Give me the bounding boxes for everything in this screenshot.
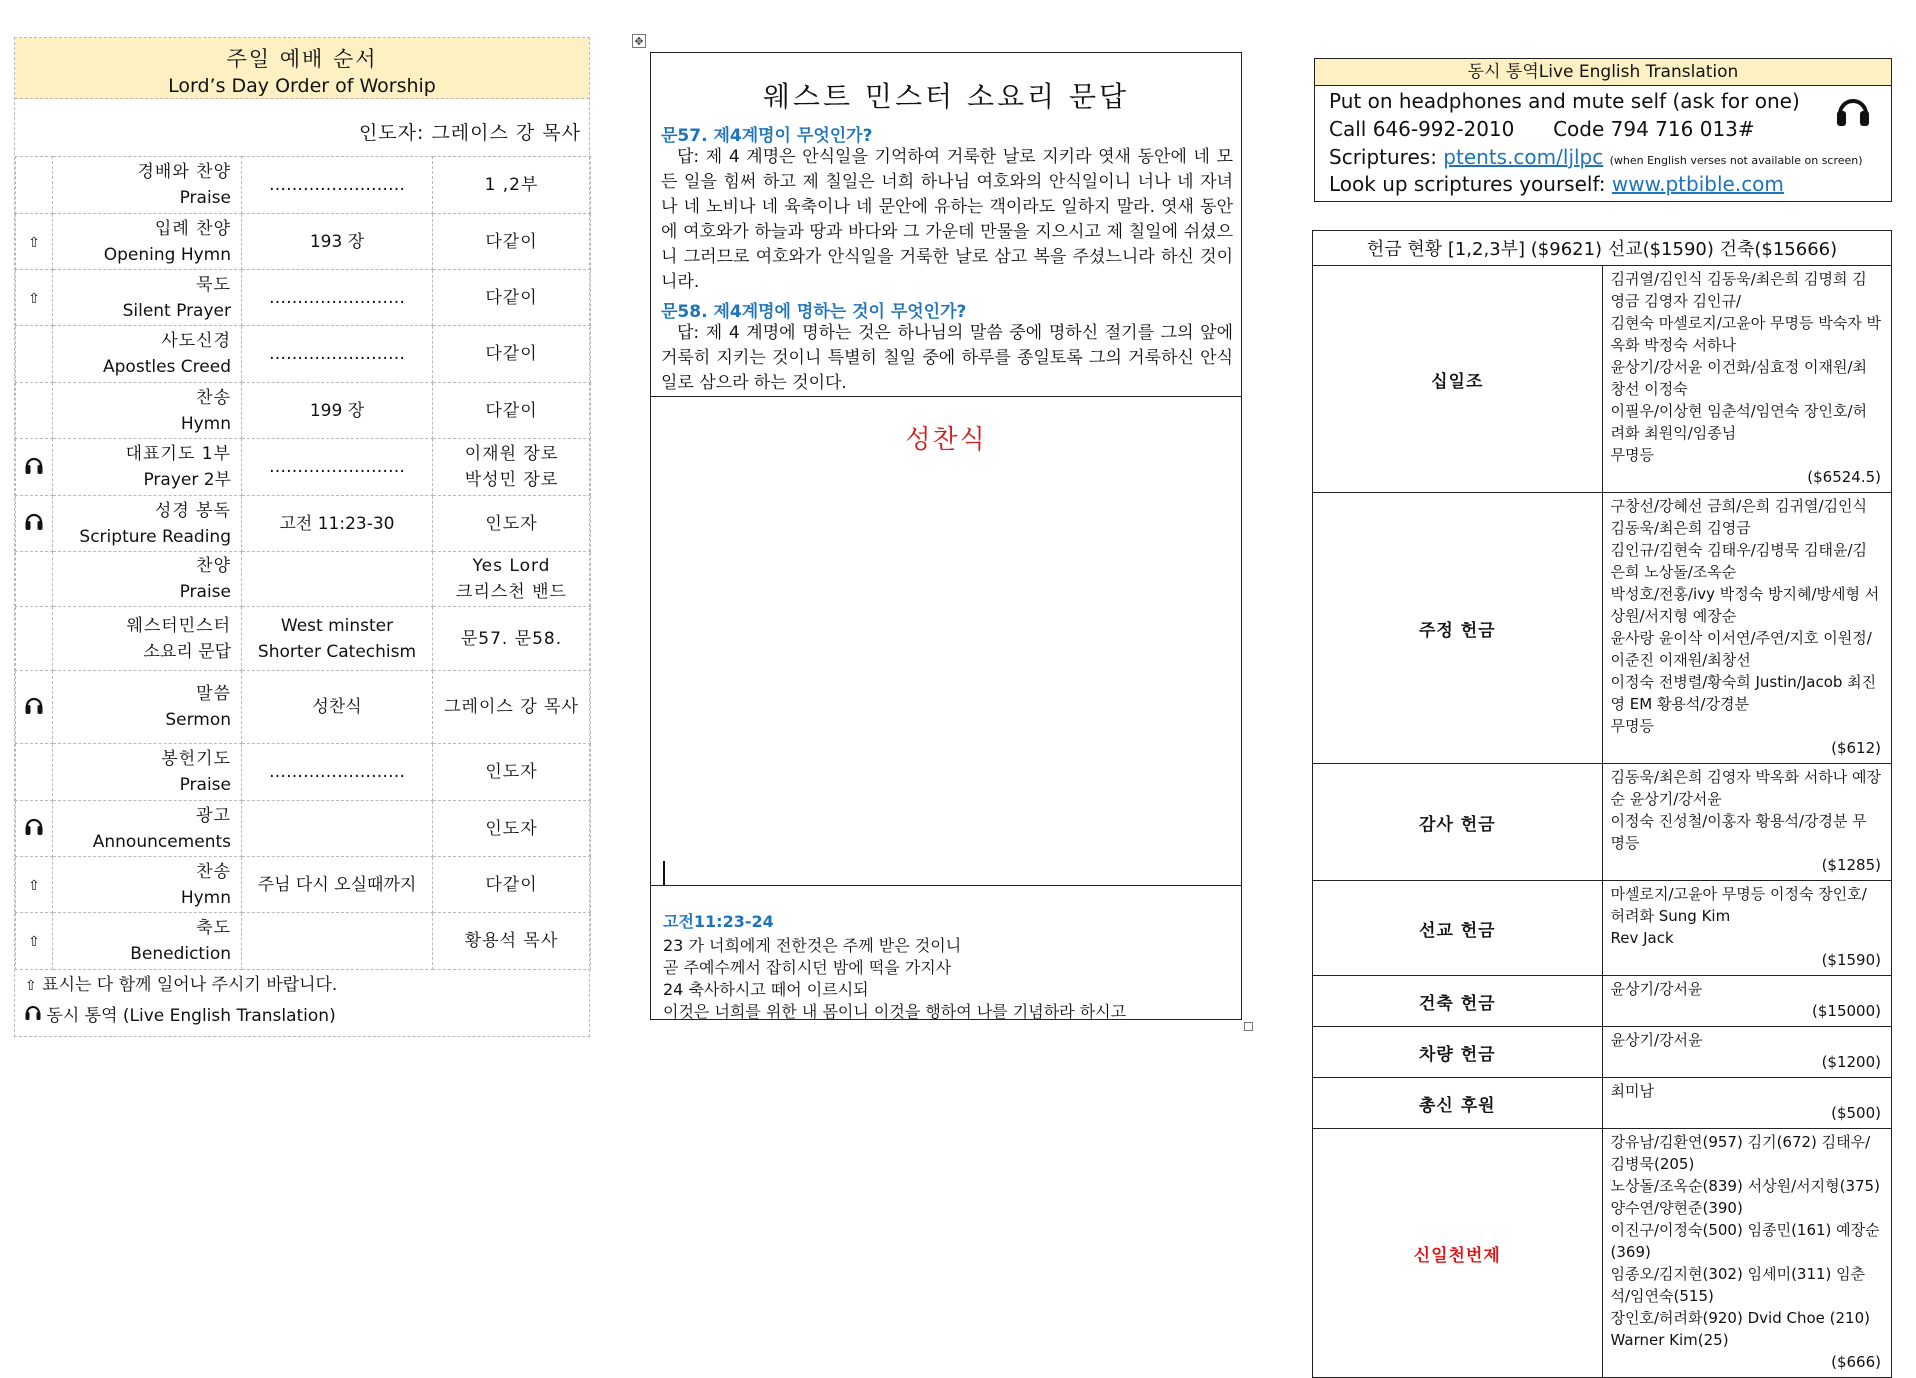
row-leader-cell xyxy=(433,214,591,270)
row-detail: 199 장 xyxy=(309,400,365,421)
divider xyxy=(651,885,1241,886)
offering-amount: ($15000) xyxy=(1812,1002,1881,1020)
offering-names-line: 윤상기/강서윤 xyxy=(1610,1031,1703,1049)
offering-names-line: 구창선/강혜선 금희/은희 김귀열/김인식 김동욱/최은희 김영금 xyxy=(1610,497,1868,537)
row-leader-cell xyxy=(433,801,591,857)
row-leader-2: 크리스천 밴드 xyxy=(456,582,567,602)
row-leader-cell xyxy=(433,857,591,913)
row-title-kr: 대표기도 1부 xyxy=(125,444,231,464)
worship-order-row xyxy=(16,671,591,744)
offering-detail xyxy=(1602,266,1892,493)
worship-order-row xyxy=(16,552,591,607)
row-leader-cell xyxy=(433,383,591,439)
row-title-en: Opening Hymn xyxy=(103,244,231,265)
row-title-en: Sermon xyxy=(165,710,231,730)
headphone-icon xyxy=(25,455,43,480)
row-detail: West minster xyxy=(280,615,394,636)
row-detail: …………………… xyxy=(269,762,405,782)
move-handle-icon[interactable]: ✥ xyxy=(632,34,646,48)
offering-detail xyxy=(1602,1129,1892,1378)
worship-order-row xyxy=(16,157,591,214)
row-title-kr: 광고 xyxy=(196,805,231,826)
row-icon-cell xyxy=(16,214,53,270)
row-title-cell xyxy=(53,157,242,214)
stand-up-arrow-icon: ⇧ xyxy=(28,934,40,950)
verse-line: 23 가 너희에게 전한것은 주께 받은 것이니 xyxy=(663,936,962,955)
worship-order-row xyxy=(16,326,591,383)
row-title-en: Praise xyxy=(179,775,231,795)
offering-names-line: 이진구/이정숙(500) 임종민(161) 예장순(369) xyxy=(1610,1221,1880,1261)
row-detail-cell xyxy=(242,913,433,970)
row-leader: 다같이 xyxy=(485,400,538,421)
row-icon-cell xyxy=(16,157,53,214)
worship-notes xyxy=(25,970,337,1031)
offering-names-line: 이정숙 전병렬/황숙희 Justin/Jacob 최진영 EM 황용석/강경분 xyxy=(1610,673,1877,713)
row-title-kr: 사도신경 xyxy=(161,331,231,351)
offering-names-line: 김동욱/최은희 김영자 박옥화 서하나 예장순 윤상기/강서윤 xyxy=(1610,768,1881,808)
row-title-kr: 찬양 xyxy=(196,556,231,576)
offering-amount: ($6524.5) xyxy=(1807,468,1881,486)
row-leader-cell xyxy=(433,744,591,801)
row-detail-cell xyxy=(242,383,433,439)
row-detail-cell xyxy=(242,607,433,671)
row-title-cell xyxy=(53,326,242,383)
row-title-en: Hymn xyxy=(180,887,231,908)
row-title-en: 소요리 문답 xyxy=(143,641,231,662)
row-detail: 성찬식 xyxy=(312,697,362,717)
scriptures-link[interactable]: ptents.com/ljlpc xyxy=(1443,145,1604,169)
translation-call-line xyxy=(1329,117,1755,141)
row-leader-cell xyxy=(433,439,591,496)
row-leader-cell xyxy=(433,552,591,607)
offering-names-line: 윤사랑 윤이삭 이서연/주연/지호 이원정/이준진 이재원/최창선 xyxy=(1610,629,1872,669)
row-leader: 그레이스 강 목사 xyxy=(444,697,579,717)
worship-order-title-kr: 주일 예배 순서 xyxy=(226,47,378,71)
offering-detail xyxy=(1602,1078,1892,1129)
row-title-cell xyxy=(53,214,242,270)
row-leader: Yes Lord xyxy=(472,556,551,576)
offering-names-line: 윤상기/강서윤 xyxy=(1610,980,1703,998)
offering-names-line: 이필우/이상현 임춘석/임연숙 장인호/허려화 최원익/임종님 xyxy=(1610,402,1868,442)
offering-names-line: 최미남 xyxy=(1610,1082,1654,1100)
row-leader: 황용석 목사 xyxy=(464,931,559,951)
row-title-cell xyxy=(53,439,242,496)
offering-names-line: 박성호/전홍/ivy 박정숙 방지혜/방세형 서상원/서지형 예장순 xyxy=(1610,585,1880,625)
row-title-en: Praise xyxy=(179,188,231,208)
divider xyxy=(651,396,1241,397)
offering-detail xyxy=(1602,881,1892,976)
lookup-line xyxy=(1329,172,1784,196)
row-leader: 인도자 xyxy=(485,513,538,534)
row-title-en: Praise xyxy=(179,582,231,602)
row-title-cell xyxy=(53,496,242,552)
row-icon-cell xyxy=(16,496,53,552)
row-icon-cell xyxy=(16,552,53,607)
headphone-icon xyxy=(25,816,43,841)
row-icon-cell xyxy=(16,326,53,383)
offering-row xyxy=(1313,764,1892,881)
row-title-en: Prayer 2부 xyxy=(143,470,231,490)
row-detail: …………………… xyxy=(269,175,405,195)
row-title-kr: 묵도 xyxy=(196,274,231,295)
stand-up-arrow-icon: ⇧ xyxy=(28,877,40,894)
row-detail-cell xyxy=(242,671,433,744)
note-stand-text: 표시는 다 함께 일어나 주시기 바랍니다. xyxy=(42,975,338,995)
offering-category: 차량 헌금 xyxy=(1313,1027,1603,1078)
offering-category: 신일천번제 xyxy=(1313,1129,1603,1378)
row-detail: …………………… xyxy=(269,457,405,477)
question-57-label: 문57. 제4계명이 무엇인가? xyxy=(661,126,873,146)
offering-category: 주정 헌금 xyxy=(1313,493,1603,764)
offering-category: 감사 헌금 xyxy=(1313,764,1603,881)
offering-amount: ($1200) xyxy=(1821,1053,1881,1071)
row-leader: 이재원 장로 xyxy=(464,444,559,464)
row-leader-cell xyxy=(433,157,591,214)
verse-line: 24 축사하시고 떼어 이르시되 xyxy=(663,980,869,999)
catechism-panel xyxy=(650,52,1242,1020)
offering-detail xyxy=(1602,976,1892,1027)
offering-names-line: 노상돌/조옥순(839) 서상원/서지형(375) 양수연/양현준(390) xyxy=(1610,1177,1880,1217)
offering-row xyxy=(1313,493,1892,764)
row-title-cell xyxy=(53,383,242,439)
note-headphone xyxy=(25,1001,337,1031)
row-detail-cell xyxy=(242,326,433,383)
call-code: Code 794 716 013# xyxy=(1553,117,1755,141)
row-title-kr: 말씀 xyxy=(196,684,231,704)
stand-up-arrow-icon: ⇧ xyxy=(28,290,40,307)
scriptures-line xyxy=(1329,145,1863,169)
row-detail-2: Shorter Catechism xyxy=(257,641,417,662)
row-title-kr: 경배와 찬양 xyxy=(137,162,231,182)
row-title-en: Silent Prayer xyxy=(122,300,231,321)
question-58-answer: 답: 제 4 계명에 명하는 것은 하나님의 말씀 중에 명하신 절기를 그의 앞에 거룩히 지키는 것이니 특별히 칠일 중에 하루를 종일토록 그의 거룩하신 안식일로 삼으라 하는 것이다. xyxy=(661,323,1233,393)
row-leader-cell xyxy=(433,496,591,552)
offering-table xyxy=(1312,230,1892,1378)
bible-link[interactable]: www.ptbible.com xyxy=(1611,172,1784,196)
row-title-cell xyxy=(53,801,242,857)
worship-order-row xyxy=(16,801,591,857)
offering-names-line: Rev Jack xyxy=(1610,929,1674,947)
worship-order-header xyxy=(15,38,589,99)
stand-up-arrow-icon: ⇧ xyxy=(25,978,37,994)
offering-category: 십일조 xyxy=(1313,266,1603,493)
row-icon-cell xyxy=(16,383,53,439)
row-title-en: Scripture Reading xyxy=(79,526,231,547)
row-detail-cell xyxy=(242,552,433,607)
row-detail-cell xyxy=(242,801,433,857)
row-icon-cell xyxy=(16,857,53,913)
scriptures-note: (when English verses not available on screen) xyxy=(1609,154,1863,167)
row-title-cell xyxy=(53,552,242,607)
row-title-kr: 웨스터민스터 xyxy=(126,615,231,636)
worship-order-title-en: Lord’s Day Order of Worship xyxy=(168,75,436,97)
row-title-cell xyxy=(53,913,242,970)
offering-names-line: 김인규/김현숙 김태우/김병묵 김태윤/김은희 노상돌/조옥순 xyxy=(1610,541,1868,581)
row-title-en: Hymn xyxy=(180,413,231,434)
offering-category: 선교 헌금 xyxy=(1313,881,1603,976)
row-icon-cell xyxy=(16,439,53,496)
row-leader-cell xyxy=(433,326,591,383)
offering-row xyxy=(1313,1129,1892,1378)
sacrament-heading: 성찬식 xyxy=(905,425,987,455)
offering-names-line: 이정숙 진성철/이홍자 황용석/강경분 무명등 xyxy=(1610,812,1867,852)
text-cursor[interactable] xyxy=(663,861,665,885)
verse-line: 이것은 너희를 위한 내 몸이니 이것을 행하여 나를 기념하라 하시고 xyxy=(663,1002,1127,1021)
headphone-icon xyxy=(25,695,43,720)
offering-names-line: 윤상기/강서윤 이건화/심효정 이재원/최창선 이정숙 xyxy=(1610,358,1868,398)
row-detail: …………………… xyxy=(269,287,405,308)
worship-order-table xyxy=(15,156,591,970)
translation-box xyxy=(1314,58,1892,202)
offering-names-line: 김현숙 마셀로지/고윤아 무명등 박숙자 박옥화 박정숙 서하나 xyxy=(1610,314,1881,354)
row-icon-cell xyxy=(16,270,53,326)
row-detail: …………………… xyxy=(269,344,405,364)
call-number: Call 646-992-2010 xyxy=(1329,117,1515,141)
row-detail-cell xyxy=(242,214,433,270)
row-leader: 다같이 xyxy=(485,344,538,364)
row-leader: 다같이 xyxy=(485,874,538,895)
offering-detail xyxy=(1602,493,1892,764)
offering-names-line: 마셀로지/고윤아 무명등 이정숙 장인호/허려화 Sung Kim xyxy=(1610,885,1867,925)
row-leader: 다같이 xyxy=(485,231,538,252)
row-title-cell xyxy=(53,671,242,744)
row-title-kr: 성경 봉독 xyxy=(154,500,231,521)
row-leader: 인도자 xyxy=(485,818,538,839)
row-detail: 주님 다시 오실때까지 xyxy=(257,874,417,895)
translation-instruction: Put on headphones and mute self (ask for one) xyxy=(1329,89,1800,113)
row-title-kr: 축도 xyxy=(196,918,231,938)
offering-names-line: 임종오/김지현(302) 임세미(311) 임춘석/임연숙(515) xyxy=(1610,1265,1866,1305)
offering-detail xyxy=(1602,1027,1892,1078)
worship-order-row xyxy=(16,270,591,326)
resize-handle-icon[interactable] xyxy=(1244,1022,1253,1031)
offering-names-line: 무명등 xyxy=(1610,717,1654,735)
row-leader-cell xyxy=(433,270,591,326)
scriptures-label: Scriptures: xyxy=(1329,145,1437,169)
offering-row xyxy=(1313,266,1892,493)
row-title-cell xyxy=(53,270,242,326)
offering-amount: ($612) xyxy=(1831,739,1881,757)
row-detail-cell xyxy=(242,744,433,801)
note-headphone-text: 동시 통역 (Live English Translation) xyxy=(46,1006,336,1026)
offering-category: 건축 헌금 xyxy=(1313,976,1603,1027)
worship-order-row xyxy=(16,383,591,439)
offering-detail xyxy=(1602,764,1892,881)
question-57-answer: 답: 제 4 계명은 안식일을 기억하여 거룩한 날로 지키라 엿새 동안에 네 모든 일을 힘써 하고 제 칠일은 너희 하나님 여호와의 안식일이니 너나 네 자녀나 네 노비나 네 육축이나 네 문안에 유하는 객이라도 일하지 말라. 엿새 동안에 여호와가 하늘과 땅과 바다와 그 가운데 만물을 지으시고 제 칠일에 쉬셨으니 그러므로 여호와가 안식일을 거룩한 날로 삼고 복을 주셨느니라 하신 것이니라. xyxy=(661,147,1233,292)
row-title-kr: 입례 찬양 xyxy=(154,218,231,239)
row-leader: 다같이 xyxy=(485,287,538,308)
offering-names-line: 김귀열/김인식 김동욱/최은희 김명희 김영금 김영자 김인규/ xyxy=(1610,270,1867,310)
worship-order-panel xyxy=(14,37,590,1037)
headphone-icon xyxy=(1835,92,1871,132)
row-title-kr: 찬송 xyxy=(196,861,231,882)
row-leader: 1 ,2부 xyxy=(484,175,539,195)
worship-order-row xyxy=(16,214,591,270)
worship-order-row xyxy=(16,439,591,496)
offering-category: 총신 후원 xyxy=(1313,1078,1603,1129)
row-title-cell xyxy=(53,607,242,671)
offering-row xyxy=(1313,1027,1892,1078)
scripture-reference: 고전11:23-24 xyxy=(663,912,774,931)
row-detail-cell xyxy=(242,157,433,214)
offering-names-line: 강유남/김환연(957) 김기(672) 김태우/김병묵(205) xyxy=(1610,1133,1871,1173)
question-58-label: 문58. 제4계명에 명하는 것이 무엇인가? xyxy=(661,302,967,322)
offering-amount: ($1285) xyxy=(1821,856,1881,874)
row-title-en: Announcements xyxy=(92,831,231,852)
worship-order-row xyxy=(16,913,591,970)
row-title-en: Apostles Creed xyxy=(103,357,231,377)
worship-order-row xyxy=(16,744,591,801)
offering-header-row xyxy=(1313,231,1892,266)
row-detail-cell xyxy=(242,496,433,552)
offering-amount: ($1590) xyxy=(1821,951,1881,969)
row-leader: 인도자 xyxy=(485,762,538,782)
worship-order-row xyxy=(16,496,591,552)
offering-names-line: 장인호/허려화(920) Dvid Choe (210) Warner Kim(25) xyxy=(1610,1309,1870,1349)
row-leader: 문57. 문58. xyxy=(460,628,563,649)
row-title-en: Benediction xyxy=(130,944,231,964)
note-stand xyxy=(25,970,337,1001)
headphone-icon xyxy=(25,511,43,536)
lookup-label: Look up scriptures yourself: xyxy=(1329,172,1606,196)
headphone-icon xyxy=(25,1001,41,1031)
row-detail-cell xyxy=(242,270,433,326)
offering-amount: ($500) xyxy=(1831,1104,1881,1122)
worship-order-row xyxy=(16,607,591,671)
row-title-kr: 찬송 xyxy=(196,387,231,408)
translation-header: 동시 통역Live English Translation xyxy=(1315,59,1891,86)
offering-row xyxy=(1313,1078,1892,1129)
row-title-cell xyxy=(53,744,242,801)
row-icon-cell xyxy=(16,913,53,970)
row-title-cell xyxy=(53,857,242,913)
row-icon-cell xyxy=(16,607,53,671)
row-leader-2: 박성민 장로 xyxy=(464,470,559,490)
offering-names-line: 무명등 xyxy=(1610,446,1654,464)
row-icon-cell xyxy=(16,801,53,857)
row-icon-cell xyxy=(16,671,53,744)
row-title-kr: 봉헌기도 xyxy=(161,749,231,769)
offering-row xyxy=(1313,881,1892,976)
row-detail: 193 장 xyxy=(309,231,365,252)
row-leader-cell xyxy=(433,607,591,671)
row-leader-cell xyxy=(433,913,591,970)
offering-row xyxy=(1313,976,1892,1027)
verse-line: 곧 주예수께서 잡히시던 밤에 떡을 가지사 xyxy=(663,958,952,977)
row-detail-cell xyxy=(242,439,433,496)
row-detail: 고전 11:23-30 xyxy=(279,513,395,534)
catechism-title: 웨스트 민스터 소요리 문답 xyxy=(762,80,1130,113)
offering-amount: ($666) xyxy=(1831,1353,1881,1371)
row-leader-cell xyxy=(433,671,591,744)
stand-up-arrow-icon: ⇧ xyxy=(28,234,40,251)
row-detail-cell xyxy=(242,857,433,913)
row-icon-cell xyxy=(16,744,53,801)
worship-leader: 인도자: 그레이스 강 목사 xyxy=(358,122,581,144)
worship-order-row xyxy=(16,857,591,913)
offering-summary: 헌금 현황 [1,2,3부] ($9621) 선교($1590) 건축($15666) xyxy=(1313,231,1892,266)
